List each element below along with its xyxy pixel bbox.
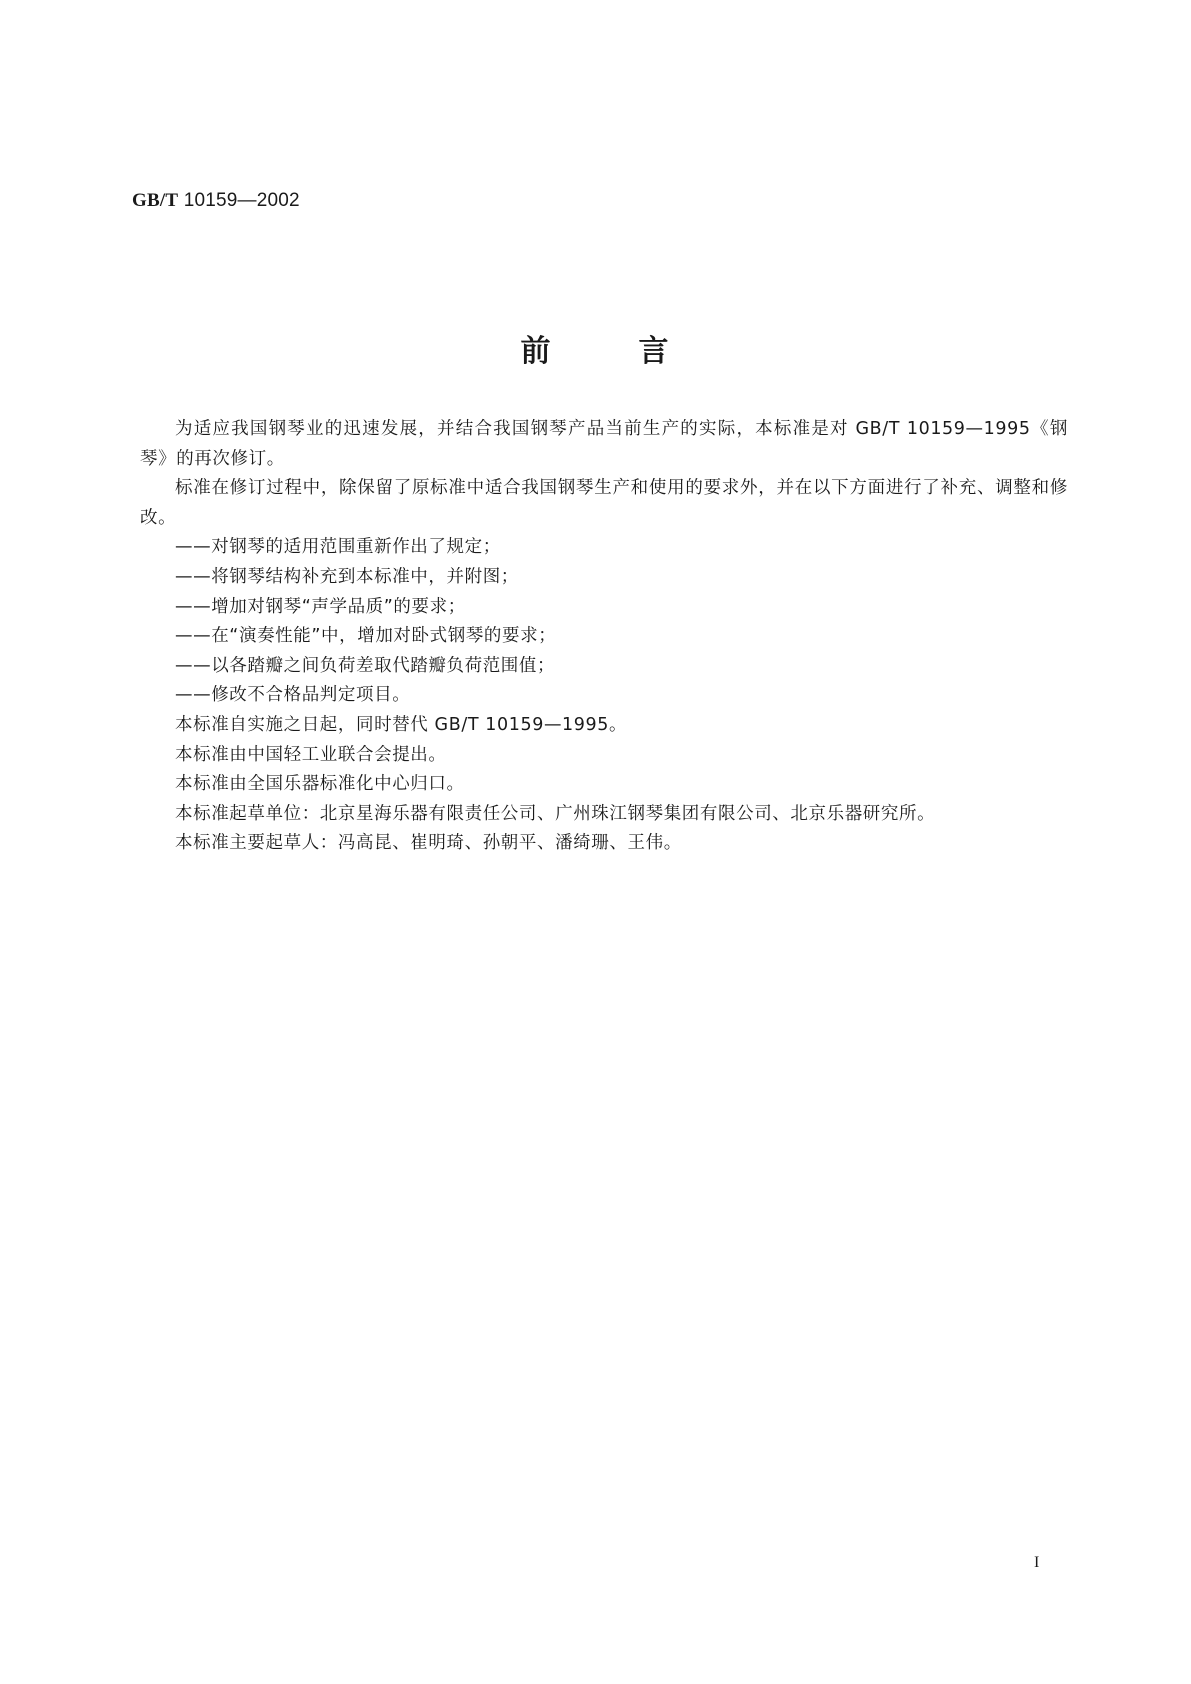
paragraph-responsible-by: 本标准由全国乐器标准化中心归口。 — [175, 774, 465, 795]
page-title — [0, 326, 1191, 370]
paragraph-drafting-units: 本标准起草单位：北京星海乐器有限责任公司、广州珠江钢琴集团有限公司、北京乐器研究所。 — [175, 803, 936, 824]
standard-code-number: 10159—2002 — [183, 190, 300, 211]
foreword-body — [140, 415, 1068, 859]
list-item-scope: ——对钢琴的适用范围重新作出了规定； — [175, 537, 501, 558]
paragraph-purpose: 为适应我国钢琴业的迅速发展，并结合我国钢琴产品当前生产的实际，本标准是对 GB/T 10159—1995《钢琴》的再次修订。 — [140, 419, 1068, 469]
list-item-pedal-load: ——以各踏瓣之间负荷差取代踏瓣负荷范围值； — [175, 655, 556, 676]
list-item-performance: ——在“演奏性能”中，增加对卧式钢琴的要求； — [175, 626, 557, 647]
list-item-nonconforming: ——修改不合格品判定项目。 — [175, 685, 411, 706]
standard-code — [132, 190, 300, 212]
page-number: I — [1034, 1554, 1040, 1571]
paragraph-revision-scope: 标准在修订过程中，除保留了原标准中适合我国钢琴生产和使用的要求外，并在以下方面进行了补充、调整和修改。 — [140, 478, 1068, 528]
paragraph-proposed-by: 本标准由中国轻工业联合会提出。 — [175, 744, 447, 765]
title-char-1: 前 — [520, 334, 553, 369]
standard-code-prefix: GB/T — [132, 190, 179, 211]
list-item-acoustic-quality: ——增加对钢琴“声学品质”的要求； — [175, 596, 466, 617]
paragraph-replacement: 本标准自实施之日起，同时替代 GB/T 10159—1995。 — [175, 714, 628, 735]
title-char-2: 言 — [638, 334, 671, 369]
list-item-structure: ——将钢琴结构补充到本标准中，并附图； — [175, 566, 519, 587]
paragraph-drafters: 本标准主要起草人：冯高昆、崔明琦、孙朝平、潘绮珊、王伟。 — [175, 833, 682, 854]
